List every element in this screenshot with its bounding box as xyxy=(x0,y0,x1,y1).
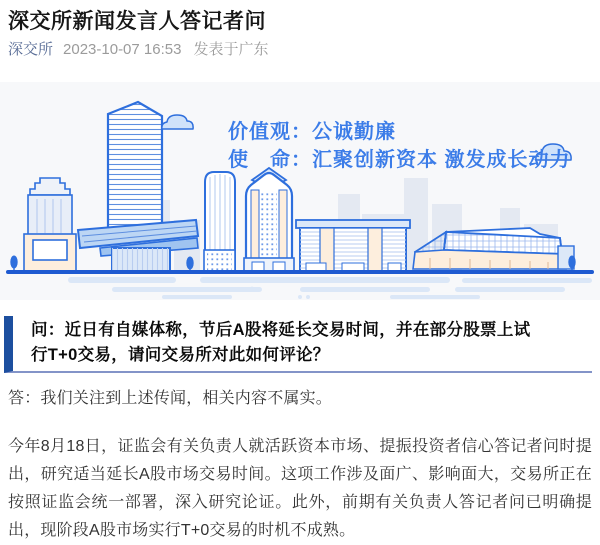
question-line-2: 行T+0交易，请问交易所对此如何评论？ xyxy=(31,346,330,364)
question-line-1: 问：近日有自媒体称，节后A股将延长交易时间，并在部分股票上试 xyxy=(31,321,531,339)
answer-detail: 今年8月18日，证监会有关负责人就活跃资本市场、提振投资者信心答记者问时提出，研究适当延长A股市场交易时间。这项工作涉及面广、影响面大，交易所正在按照证监会统一部署，深入研究论证。此外，前期有关负责人答记者问已明确提出，现阶段A股市场实行T+0交易的时机不成熟。 xyxy=(8,438,592,539)
answer-intro: 答：我们关注到上述传闻，相关内容不属实。 xyxy=(8,390,333,407)
author-link[interactable]: 深交所 xyxy=(8,41,54,58)
value-slogan: 价值观：公诚勤廉 xyxy=(228,121,396,143)
byline xyxy=(8,41,592,58)
question-box xyxy=(4,316,592,373)
artdeco-tower xyxy=(24,178,76,272)
hatched-skyscraper xyxy=(108,102,162,228)
striped-hall xyxy=(296,220,410,272)
skyline-illustration xyxy=(0,82,600,300)
publish-location: 发表于广东 xyxy=(193,41,269,58)
diamond-tower xyxy=(244,168,294,272)
answer-section xyxy=(8,385,592,545)
publish-date: 2023-10-07 16:53 xyxy=(63,41,182,58)
article-page xyxy=(0,9,600,545)
mission-slogan: 使 命：汇聚创新资本 激发成长动力 xyxy=(228,149,571,171)
roundtop-tower xyxy=(204,172,235,272)
page-title: 深交所新闻发言人答记者问 xyxy=(8,10,266,33)
